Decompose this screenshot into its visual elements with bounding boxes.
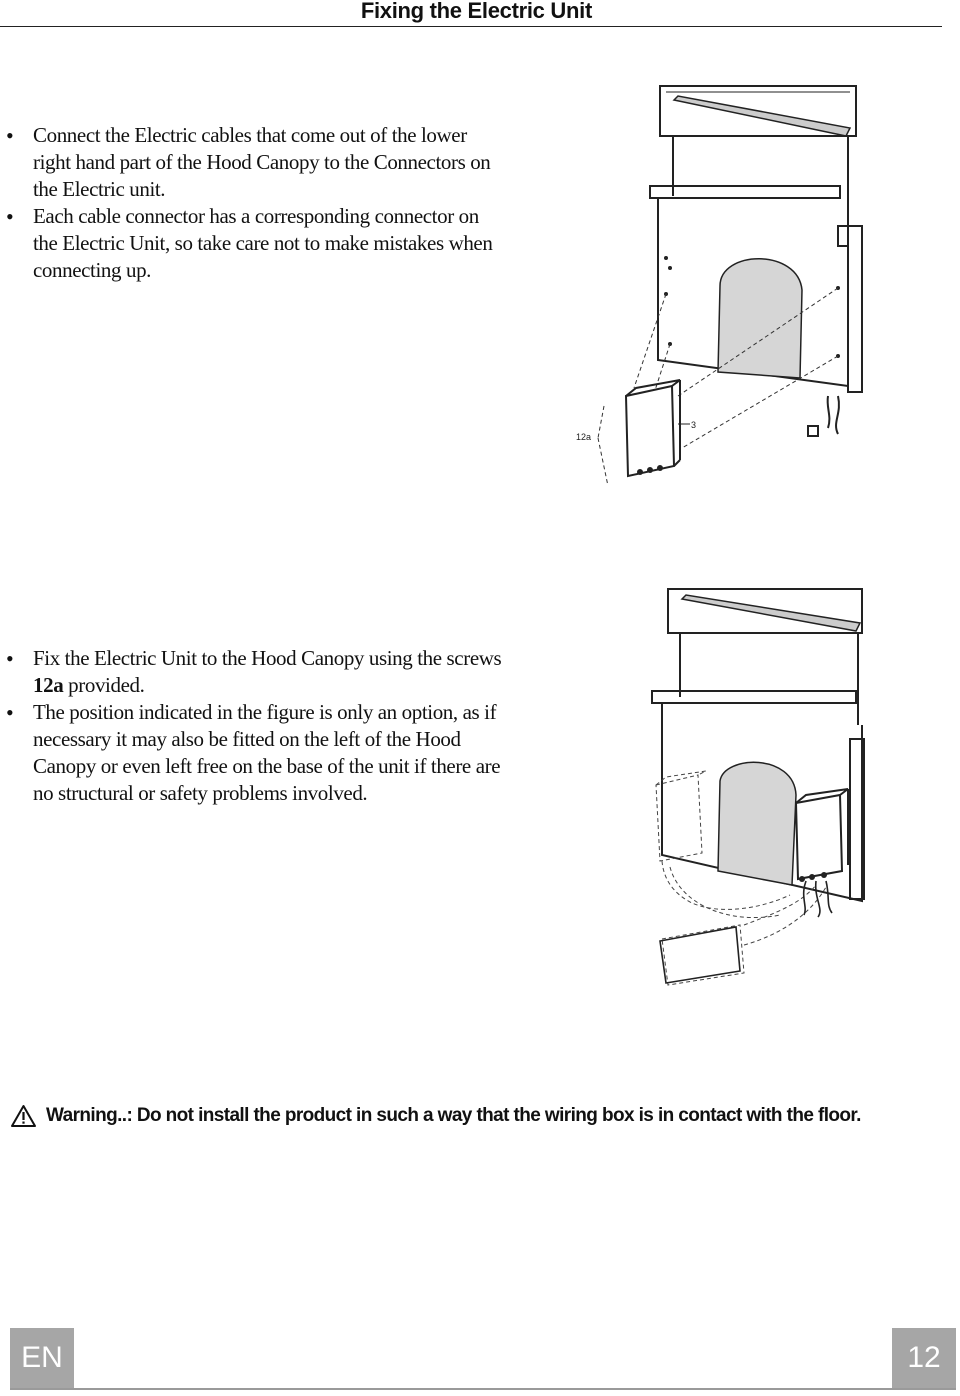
language-badge: EN <box>10 1328 74 1388</box>
screw-reference: 12a <box>33 673 64 697</box>
warning-note <box>10 1104 861 1128</box>
instruction-item: • Connect the Electric cables that come out of the lower right hand part of the Hood Canopy to the Connectors on the Electric unit. <box>6 122 506 203</box>
instruction-item: • Each cable connector has a corresponding connector on the Electric Unit, so take care not to make mistakes when connecting up. <box>6 203 506 284</box>
fixing-instructions <box>6 645 506 807</box>
header-divider <box>0 26 942 27</box>
warning-text: Warning..: Do not install the product in such a way that the wiring box is in contact with the floor. <box>46 1105 861 1126</box>
figure-connect-cables <box>570 78 870 498</box>
callout-cable: 3 <box>691 420 697 430</box>
page-title: Fixing the Electric Unit <box>360 0 592 23</box>
footer-divider <box>10 1388 956 1390</box>
page-number: 12 <box>892 1328 956 1388</box>
callout-screw: 12a <box>576 432 592 442</box>
connection-instructions <box>6 122 506 284</box>
instruction-text: Fix the Electric Unit to the Hood Canopy using the screws <box>33 646 502 670</box>
instruction-item: • The position indicated in the figure is only an option, as if necessary it may also be fitted on the left of the Hood Canopy or even left free on the base of the unit if there are no structural or safety problems involved. <box>6 699 506 807</box>
instruction-text: provided. <box>63 673 145 697</box>
figure-unit-positions <box>640 585 880 990</box>
warning-triangle-icon <box>10 1104 37 1128</box>
instruction-item <box>6 645 506 699</box>
